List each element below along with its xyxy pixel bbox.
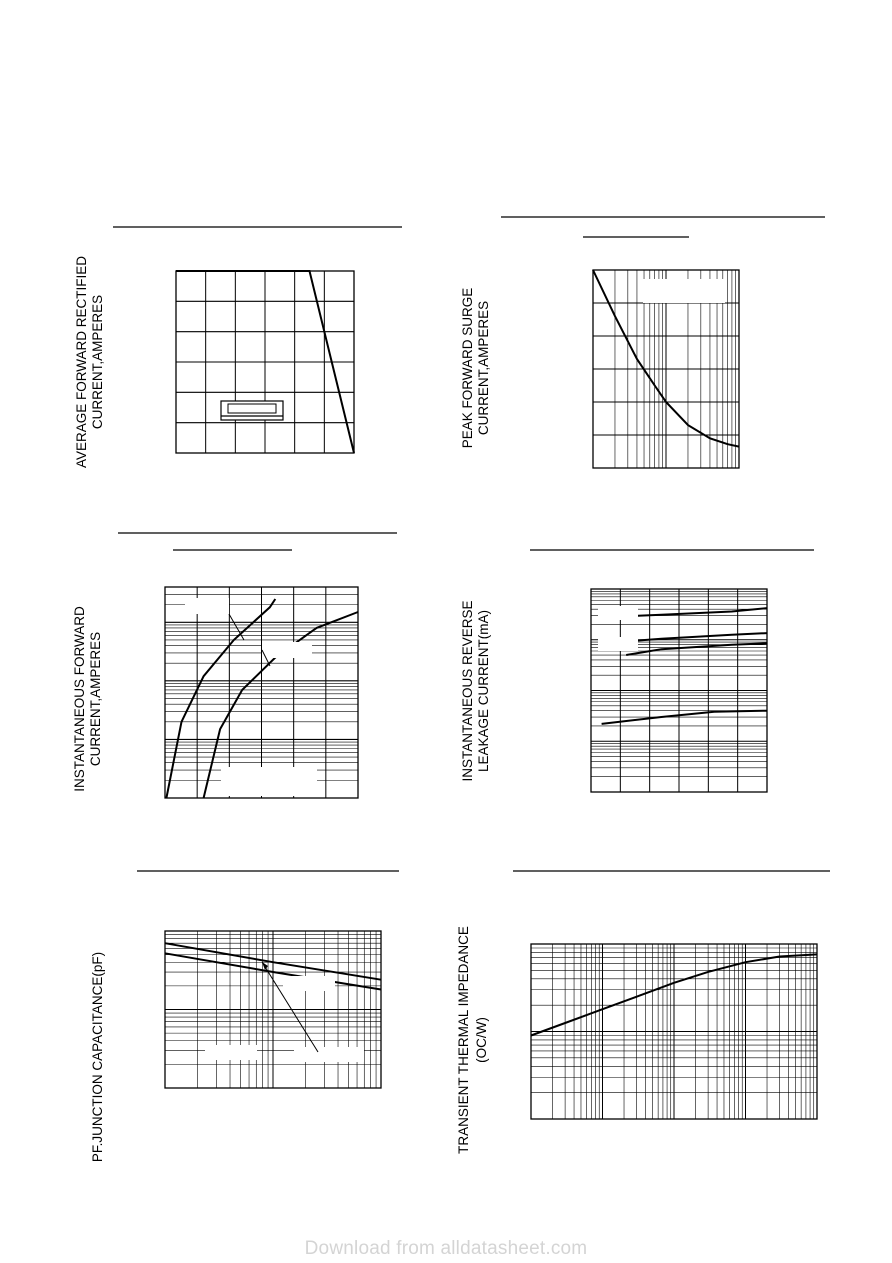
chart-instantaneous-forward xyxy=(72,533,397,798)
y-axis-label: CURRENT,AMPERES xyxy=(88,631,103,767)
y-axis-label: PF.JUNCTION CAPACITANCE(pF) xyxy=(90,951,105,1163)
curve-label-blank xyxy=(598,606,638,620)
legend-blank-area xyxy=(643,279,725,303)
curve-label-blank xyxy=(283,976,335,991)
leader-line xyxy=(229,614,244,640)
chart-reverse-leakage xyxy=(460,550,814,792)
y-axis-label: LEAKAGE CURRENT(mA) xyxy=(476,609,491,773)
leader-arrow xyxy=(262,962,268,970)
curve-label-blank xyxy=(185,598,229,614)
y-axis-label: CURRENT,AMPERES xyxy=(90,294,105,430)
y-axis-label: CURRENT,AMPERES xyxy=(476,300,491,436)
y-axis-label: INSTANTANEOUS REVERSE xyxy=(460,600,475,782)
curve-label-blank xyxy=(205,1045,257,1060)
chart-transient-thermal-impedance xyxy=(456,871,830,1154)
curve-label-blank xyxy=(598,637,638,651)
watermark-text: Download from alldatasheet.com xyxy=(304,1238,588,1259)
smd-package-outline-icon xyxy=(221,401,283,420)
curve-label-blank xyxy=(294,1047,364,1062)
y-axis-label: TRANSIENT THERMAL IMPEDANCE xyxy=(456,926,471,1154)
chart-junction-capacitance xyxy=(90,871,399,1162)
curve-label-blank xyxy=(262,642,312,658)
conditions-blank xyxy=(221,767,317,796)
y-axis-label: INSTANTANEOUS FORWARD xyxy=(72,606,87,792)
series-line xyxy=(626,643,767,655)
chart-avg-forward-current xyxy=(74,227,402,468)
y-axis-label: (OC/W) xyxy=(474,1017,489,1063)
chart-peak-surge-current xyxy=(460,217,825,468)
y-axis-label: PEAK FORWARD SURGE xyxy=(460,287,475,449)
y-axis-label: AVERAGE FORWARD RECTIFIED xyxy=(74,255,89,469)
chart-panels xyxy=(72,217,830,1162)
